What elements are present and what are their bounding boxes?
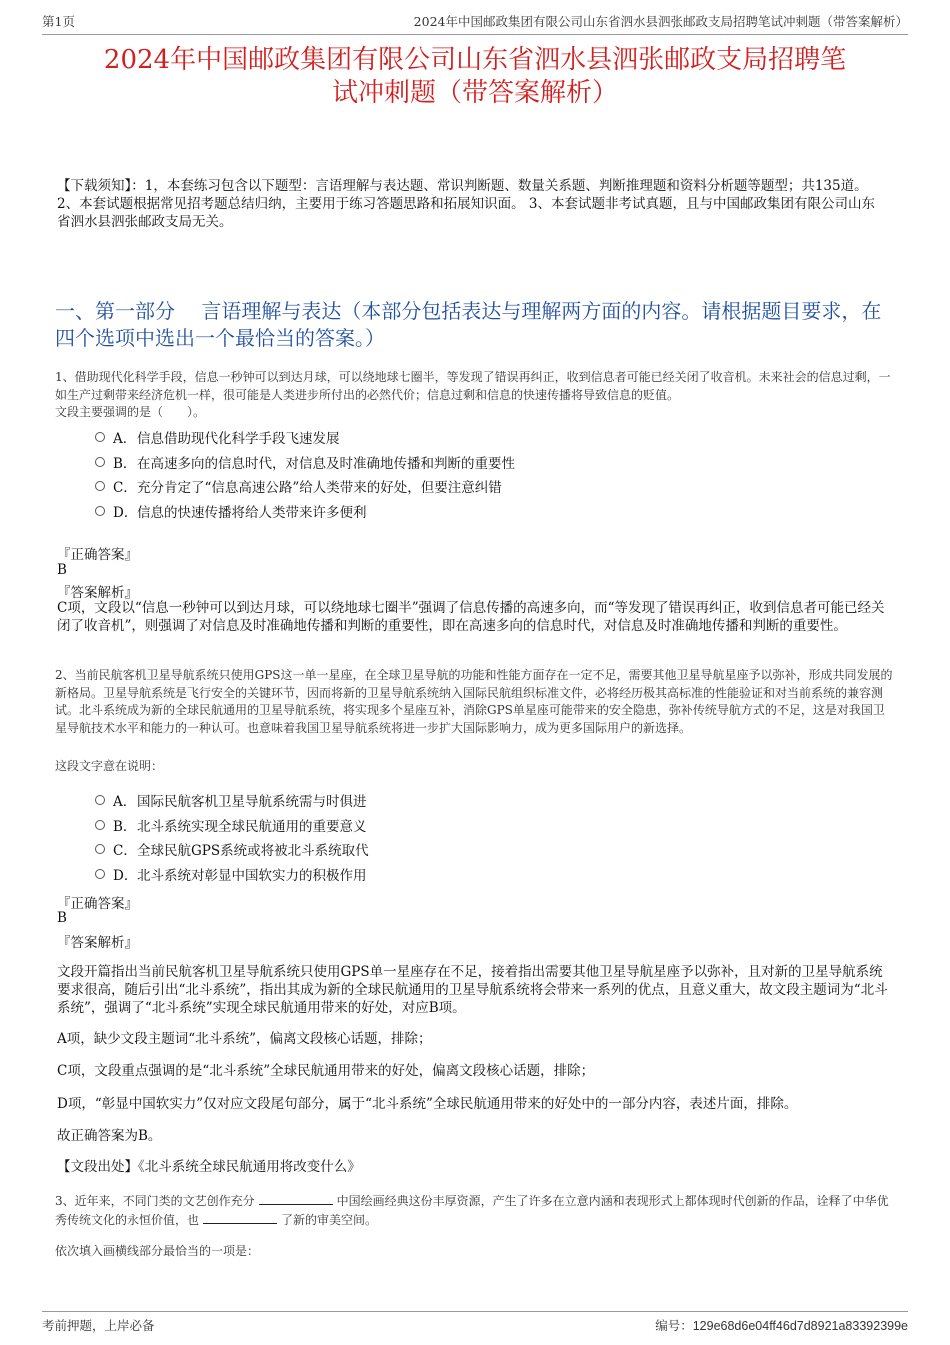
question-3-text: 3、近年来，不同门类的文艺创作充分 中国绘画经典这份丰厚资源，产生了许多在立意内涵和表现形式上都体现时代创新的作品，诠释了中华优秀传统文化的永恒价值，也 了新的审美空间。 [55, 1194, 889, 1227]
footer-slogan: 考前押题，上岸必备 [42, 1318, 155, 1333]
option-b[interactable]: B． 在高速多向的信息时代，对信息及时准确地传播和判断的重要性 [95, 450, 515, 475]
radio-icon[interactable] [95, 432, 105, 442]
radio-icon[interactable] [95, 506, 105, 516]
question-3-prompt: 依次填入画横线部分最恰当的一项是： [55, 1244, 260, 1258]
document-title [42, 44, 908, 110]
radio-icon[interactable] [95, 457, 105, 467]
question-2-text: 2、当前民航客机卫星导航系统只使用GPS这一单一星座，在全球卫星导航的功能和性能方面存在一定不足，需要其他卫星导航星座予以弥补，形成共同发展的新格局。卫星导航系统是飞行安全的关键环节，因而将新的卫星导航系统纳入国际民航组织标准文件，必将经历极其高标准的性能验证和对当前系统的兼容测试。北斗系统成为新的全球民航通用的卫星导航系统，将实现多个星座互补，消除GPS单星座可能带来的安全隐患，弥补传统导航方式的不足，这是对我国卫星导航技术水平和能力的一种认可。也意味着我国卫星导航系统将进一步扩大国际影响力，成为更多国际用户的新选择。 [55, 668, 893, 735]
question-1-analysis: C项，文段以“信息一秒钟可以到达月球，可以绕地球七圈半”强调了信息传播的高速多向，而“等发现了错误再纠正，收到信息者可能已经关闭了收音机”，则强调了对信息及时准确地传播和判断的重要性，即在高速多向的信息时代，对信息及时准确地传播和判断的重要性。 [57, 600, 885, 634]
question-1-answer: B [57, 562, 67, 578]
question-2-analysis-c: C项，文段重点强调的是“北斗系统”全球民航通用带来的好处，偏离文段核心话题，排除； [57, 1063, 595, 1079]
title-line-1: 2024年中国邮政集团有限公司山东省泗水县泗张邮政支局招聘笔 [103, 45, 847, 75]
question-2-prompt: 这段文字意在说明： [55, 759, 164, 773]
option-c[interactable]: C． 充分肯定了“信息高速公路”给人类带来的好处，但要注意纠错 [95, 474, 515, 499]
question-1-stem [55, 369, 895, 422]
radio-icon[interactable] [95, 795, 105, 805]
question-2-options [95, 788, 369, 886]
question-1-analysis-label: 『答案解析』 [57, 585, 138, 601]
radio-icon[interactable] [95, 869, 105, 879]
question-2-analysis-a: A项，缺少文段主题词“北斗系统”，偏离文段核心话题，排除； [57, 1031, 432, 1047]
question-1-options [95, 425, 515, 523]
section-heading: 一、第一部分 言语理解与表达（本部分包括表达与理解两方面的内容。请根据题目要求，在四个选项中选出一个最恰当的答案。） [55, 299, 882, 350]
question-2-conclusion: 故正确答案为B。 [57, 1128, 162, 1144]
question-2-analysis-main: 文段开篇指出当前民航客机卫星导航系统只使用GPS单一星座存在不足，接着指出需要其他卫星导航星座予以弥补，且对新的卫星导航系统要求很高，随后引出“北斗系统”，指出其成为新的全球民航通用的卫星导航系统将会带来一系列的优点，且意义重大，故文段主题词为“北斗系统”，强调了“北斗系统”实现全球民航通用带来的好处，对应B项。 [57, 964, 888, 1016]
question-2-answer: B [57, 910, 67, 926]
page-number: 第1页 [42, 14, 75, 29]
radio-icon[interactable] [95, 481, 105, 491]
fill-blank-2[interactable] [203, 1211, 277, 1224]
download-notice: 【下载须知】：1，本套练习包含以下题型：言语理解与表达题、常识判断题、数量关系题、判断推理题和资料分析题等题型；共135道。 2、本套试题根据常见招考题总结归纳，主要用于练习答题思路和拓展知识面。 3、本套试题非考试真题，且与中国邮政集团有限公司山东省泗水县泗张邮政支局无关。 [57, 178, 875, 230]
option-b[interactable]: B． 北斗系统实现全球民航通用的重要意义 [95, 813, 369, 838]
question-1-prompt: 文段主要强调的是（ ）。 [55, 405, 206, 419]
question-2-analysis-d: D项，“彰显中国软实力”仅对应文段尾句部分，属于“北斗系统”全球民航通用带来的好处中的一部分内容，表述片面，排除。 [57, 1096, 798, 1112]
header-doc-title: 2024年中国邮政集团有限公司山东省泗水县泗张邮政支局招聘笔试冲刺题（带答案解析） [413, 14, 908, 29]
page-footer [42, 1311, 908, 1334]
question-2-analysis-label: 『答案解析』 [57, 935, 138, 951]
question-1-answer-label: 『正确答案』 [57, 547, 138, 563]
option-d[interactable]: D． 信息的快速传播将给人类带来许多便利 [95, 499, 515, 524]
title-line-2: 试冲刺题（带答案解析） [331, 78, 618, 108]
option-d[interactable]: D． 北斗系统对彰显中国软实力的积极作用 [95, 862, 369, 887]
question-2-answer-label: 『正确答案』 [57, 896, 138, 912]
fill-blank-1[interactable] [259, 1192, 333, 1205]
question-2-source: 【文段出处】《北斗系统全球民航通用将改变什么》 [57, 1159, 361, 1175]
footer-code: 编号：129e68d6e04ff46d7d8921a83392399e [655, 1318, 908, 1333]
option-c[interactable]: C． 全球民航GPS系统或将被北斗系统取代 [95, 837, 369, 862]
radio-icon[interactable] [95, 844, 105, 854]
radio-icon[interactable] [95, 820, 105, 830]
option-a[interactable]: A． 信息借助现代化科学手段飞速发展 [95, 425, 515, 450]
page-header [42, 12, 908, 35]
question-1-text: 1、借助现代化科学手段，信息一秒钟可以到达月球，可以绕地球七圈半，等发现了错误再纠正，收到信息者可能已经关闭了收音机。未来社会的信息过剩，一如生产过剩带来经济危机一样，很可能是人类进步所付出的必然代价；信息过剩和信息的快速传播将导致信息的贬值。 [55, 370, 891, 402]
option-a[interactable]: A． 国际民航客机卫星导航系统需与时俱进 [95, 788, 369, 813]
